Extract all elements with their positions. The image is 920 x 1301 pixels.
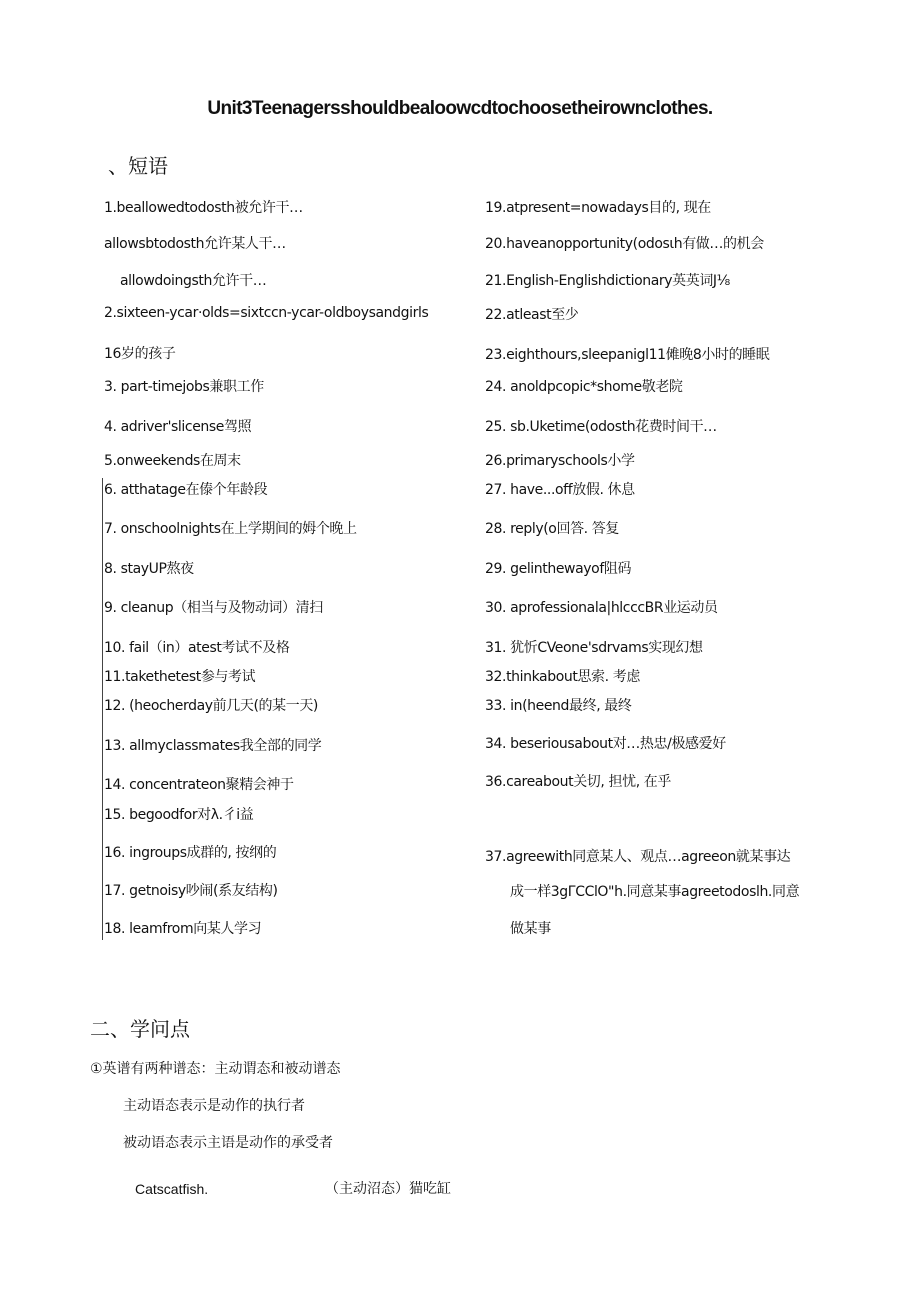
phrase-item: 5.onweekends在周末 bbox=[104, 453, 241, 469]
left-margin-line bbox=[102, 478, 103, 940]
phrase-item: 4. adriver'slicense驾照 bbox=[104, 419, 252, 435]
phrase-item: 8. stayUP熬夜 bbox=[104, 561, 194, 577]
phrase-item: 30. aprofessionala|hlcccBR业运动员 bbox=[485, 600, 718, 616]
phrase-item: 16岁的孩子 bbox=[104, 346, 176, 362]
phrase-item: 36.careabout关切, 担忧, 在乎 bbox=[485, 774, 671, 790]
knowledge-point: ①英谱有两种谱态：主动谓态和被动谱态 bbox=[90, 1061, 341, 1077]
phrase-item: 12. (heocherday前几天(的某一天) bbox=[104, 698, 318, 714]
phrase-item: allowdoingsth允许干… bbox=[120, 273, 267, 289]
phrase-item: 31. 犹忻CVeone'sdrvams实现幻想 bbox=[485, 640, 703, 656]
phrase-item: 29. gelinthewayof阻码 bbox=[485, 561, 632, 577]
phrase-item: 28. reply(o回答. 答复 bbox=[485, 521, 619, 537]
phrase-item: 37.agreewith同意某人、观点…agreeon就某事达 bbox=[485, 849, 791, 865]
knowledge-point: 主动语态表示是动作的执行者 bbox=[123, 1098, 305, 1114]
phrase-item: 23.eighthours,sleepanigl11傩晚8小时的睡眠 bbox=[485, 347, 770, 363]
phrase-item: allowsbtodosth允许某人干… bbox=[104, 236, 286, 252]
phrase-item: 7. onschoolnights在上学期间的姆个晚上 bbox=[104, 521, 357, 537]
phrase-item: 25. sb.Uketime(odosth花费时间干… bbox=[485, 419, 717, 435]
phrase-item: 10. fail（in）atest考试不及格 bbox=[104, 640, 290, 656]
example-annotation: （主动沼态）猫吃缸 bbox=[325, 1181, 451, 1197]
phrase-item: 33. in(heend最终, 最终 bbox=[485, 698, 632, 714]
phrase-item: 32.thinkabout思索. 考虑 bbox=[485, 669, 640, 685]
phrase-item: 27. have...off放假. 休息 bbox=[485, 482, 635, 498]
phrase-item: 19.atpresent=nowadays目的, 现在 bbox=[485, 200, 711, 216]
phrase-item: 15. begoodfor对λ.彳i益 bbox=[104, 807, 254, 823]
phrase-item: 24. anoldpcopic*shome敬老院 bbox=[485, 379, 683, 395]
phrase-item: 13. allmyclassmates我全部的同学 bbox=[104, 738, 322, 754]
phrase-item: 9. cleanup（相当与及物动词）清扫 bbox=[104, 600, 323, 616]
section-heading-phrases: 、短语 bbox=[108, 154, 168, 178]
phrase-item: 22.atleast至少 bbox=[485, 307, 579, 323]
phrase-item: 18. leamfrom向某人学习 bbox=[104, 921, 262, 937]
phrase-item-continued: 成一样3gΓCClO"h.同意某事agreetodoslh.同意 bbox=[510, 884, 800, 900]
section-heading-knowledge: 二、学问点 bbox=[90, 1017, 190, 1041]
phrase-item: 3. part-timejobs兼职工作 bbox=[104, 379, 264, 395]
phrase-item: 6. atthatage在傣个年龄段 bbox=[104, 482, 268, 498]
phrase-item: 11.takethetest参与考试 bbox=[104, 669, 256, 685]
knowledge-point: 被动语态表示主语是动作的承受者 bbox=[123, 1135, 333, 1151]
phrase-item: 17. getnoisy吵闹(系友结构) bbox=[104, 883, 278, 899]
phrase-item: 34. beseriousabout对…热忠/极感爱好 bbox=[485, 736, 726, 752]
phrase-item: 26.primaryschools小学 bbox=[485, 453, 635, 469]
phrase-item: 21.English-Englishdictionary英英词J⅛ bbox=[485, 273, 730, 289]
phrase-item: 16. ingroups成群的, 按纲的 bbox=[104, 845, 277, 861]
phrase-item: 14. concentrateon聚精会神于 bbox=[104, 777, 294, 793]
phrase-item: 1.beallowedtodosth被允许干… bbox=[104, 200, 303, 216]
document-title: Unit3Teenagersshouldbealoowcdtochoosetheirownclothes. bbox=[207, 98, 713, 119]
example-sentence: Catscatfish. bbox=[135, 1181, 209, 1197]
phrase-item: 2.sixteen-ycar·olds=sixtccn-ycar-oldboysandgirls bbox=[104, 305, 429, 321]
phrase-item: 20.haveanopportunity(odosιh有做…的机会 bbox=[485, 236, 764, 252]
phrase-item-continued: 做某事 bbox=[510, 921, 551, 937]
